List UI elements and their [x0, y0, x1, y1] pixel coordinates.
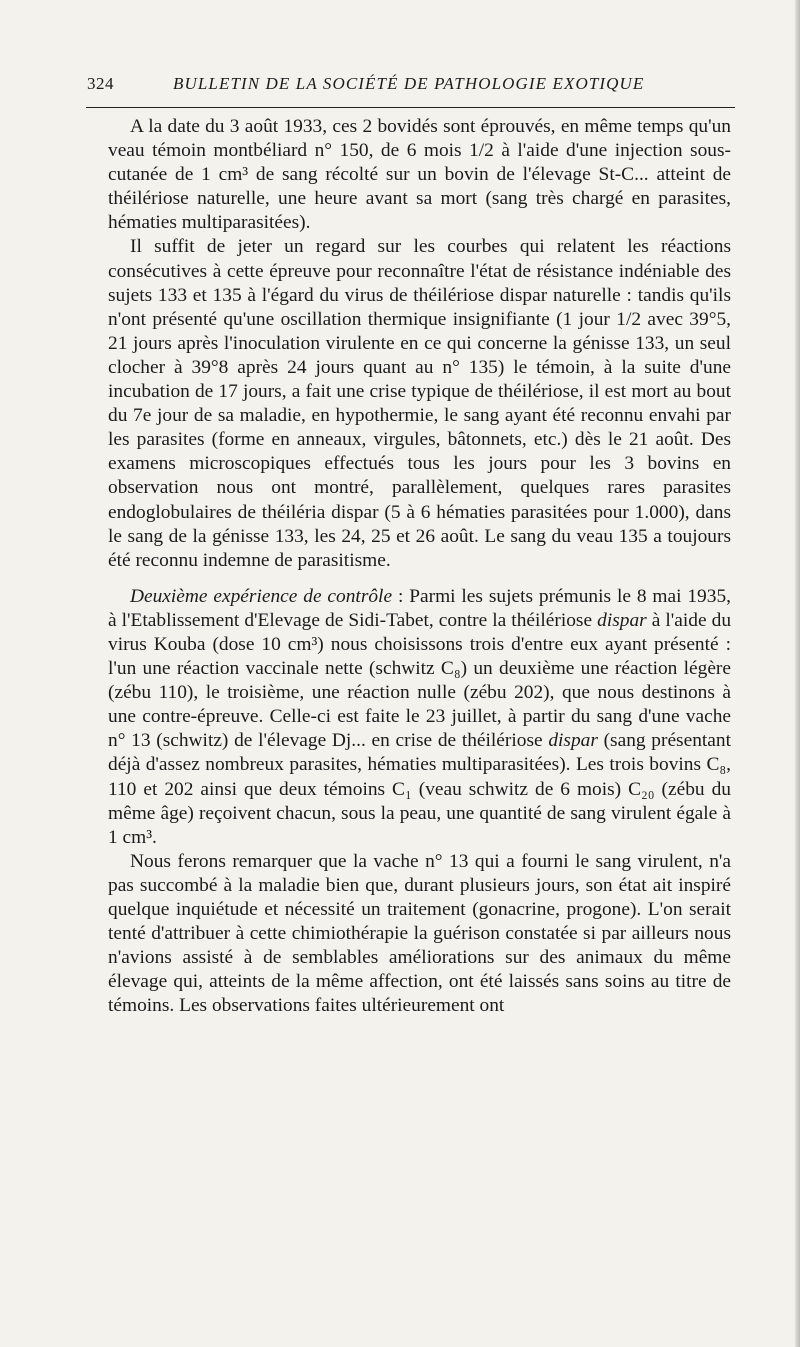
section-heading: Deuxième expérience de contrôle	[130, 585, 393, 607]
paragraph-3-part-b: à l'aide du virus Kouba (dose 10 cm³) nous choisissons trois d'entre eux ayant présenté : l'un une réaction vaccinale nette (schwitz C₈) un deuxième une réaction légère (zébu 110), le troisième, une réaction nulle (zébu 202), que nous destinons à une contre-épreuve. Celle-ci est faite le 23 juillet, à partir du sang d'une vache n° 13 (schwitz) de l'élevage Dj... en crise de théilériose	[108, 609, 732, 752]
paragraph-3-part-c: (sang présentant déjà d'assez nombreux parasites, hématies multiparasitées). Les trois bovins C₈, 110 et 202 ainsi que deux témoins C₁ (veau schwitz de 6 mois) C₂₀ (zébu du même âge) reçoivent chacun, sous la peau, une quantité de sang virulent égale à 1 cm³.	[108, 730, 731, 848]
header-rule	[86, 107, 735, 108]
paragraph-3	[108, 585, 731, 850]
running-title: BULLETIN DE LA SOCIÉTÉ DE PATHOLOGIE EXOTIQUE	[173, 74, 645, 93]
paragraph-2: Il suffit de jeter un regard sur les courbes qui relatent les réactions consécutives à cette épreuve pour reconnaître l'état de résistance indéniable des sujets 133 et 135 à l'égard du virus de théilériose dispar naturelle : tandis qu'ils n'ont présenté qu'une oscillation thermique insignifiante (1 jour 1/2 avec 39°5, 21 jours après l'inoculation virulente en ce qui concerne la génisse 133, un seul clocher à 39°8 après 24 jours quant au n° 135) le témoin, à la suite d'une incubation de 17 jours, a fait une crise typique de théilériose, il est mort au bout du 7e jour de sa maladie, en hypothermie, le sang ayant été reconnu envahi par les parasites (forme en anneaux, virgules, bâtonnets, etc.) dès le 21 août. Des examens microscopiques effectués tous les jours pour les 3 bovins en observation nous ont montré, parallèlement, quelques rares parasites endoglobulaires de théiléria dispar (5 à 6 hématies parasitées pour 1.000), dans le sang de la génisse 133, les 24, 25 et 26 août. Le sang du veau 135 a toujours été reconnu indemne de parasitisme.	[108, 236, 731, 571]
dispar-term-1: dispar	[597, 609, 647, 631]
body-text	[108, 115, 731, 1018]
paragraph-3-part-a: : Parmi les sujets prémunis le 8 mai 1935, à l'Etablissement d'Elevage de Sidi-Tabet, contre la théilériose	[108, 585, 731, 631]
dispar-term-2: dispar	[548, 730, 598, 752]
page-number: 324	[87, 74, 114, 93]
paragraph-4: Nous ferons remarquer que la vache n° 13 qui a fourni le sang virulent, n'a pas succombé à la maladie bien que, durant plusieurs jours, son état ait inspiré quelque inquiétude et nécessité un traitement (gonacrine, progone). L'on serait tenté d'attribuer à cette chimiothérapie la guérison constatée si par ailleurs nous n'avions assisté à de semblables améliorations sur des animaux du même élevage qui, atteints de la même affection, ont été laissés sans soins au titre de témoins. Les observations faites ultérieurement ont	[108, 850, 731, 1017]
paragraph-1: A la date du 3 août 1933, ces 2 bovidés sont éprouvés, en même temps qu'un veau témoin montbéliard n° 150, de 6 mois 1/2 à l'aide d'une injection sous-cutanée de 1 cm³ de sang récolté sur un bovin de l'élevage St-C... atteint de théilériose naturelle, une heure avant sa mort (sang très chargé en parasites, hématies multiparasitées).	[108, 116, 731, 234]
page-edge-shadow	[795, 0, 800, 1347]
page-header	[87, 74, 735, 104]
